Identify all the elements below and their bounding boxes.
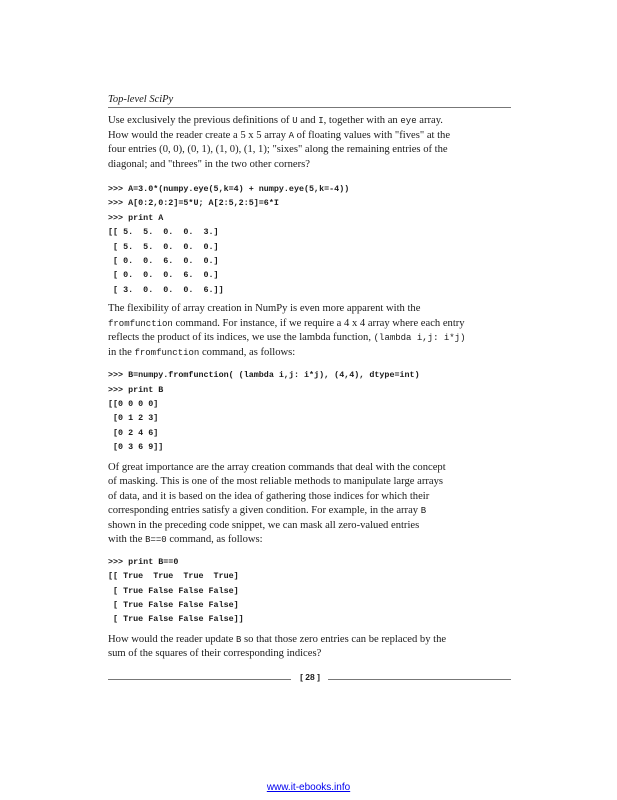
code-line: [ 3. 0. 0. 0. 6.]] (108, 284, 224, 295)
code-line: [ True False False False]] (108, 614, 244, 625)
text-run: and (297, 115, 319, 126)
text-run: in the (108, 346, 132, 358)
code-line: [[ 5. 5. 0. 0. 3.] (108, 227, 219, 238)
paragraph-masking (108, 461, 511, 548)
paragraph-exercise-b (108, 633, 511, 662)
text-run: How would the reader update (108, 633, 236, 645)
paragraph-fromfunction (108, 302, 511, 360)
text-run: The flexibility of array creation in NumPy is even more apparent with the (108, 303, 421, 315)
inline-code: fromfunction (134, 347, 200, 358)
text-run: command, as follows: (166, 534, 263, 546)
code-line: [ 0. 0. 6. 0. 0.] (108, 256, 219, 267)
text-run: array. How would the reader create a 5 x 5 array (108, 115, 443, 141)
page-footer (108, 672, 511, 686)
code-block-array-b (108, 368, 511, 454)
code-block-mask (108, 555, 511, 627)
code-line: [0 2 4 6] (108, 427, 159, 438)
text-run: , together with an (323, 115, 401, 126)
header-title: Top-level SciPy (108, 94, 174, 105)
inline-code: B (420, 506, 427, 517)
inline-code: I (318, 116, 324, 126)
inline-code: B==0 (145, 535, 167, 546)
running-header (108, 93, 511, 108)
code-line: [ True False False False] (108, 585, 239, 596)
inline-code: (lambda i,j: i*j) (373, 333, 466, 344)
code-line: [ True False False False] (108, 599, 239, 610)
watermark-link[interactable]: www.it-ebooks.info (266, 782, 351, 793)
code-line: [[ True True True True] (108, 571, 239, 582)
code-line: >>> print B==0 (108, 556, 179, 567)
text-run: so that those zero entries can be replaced by the sum of the squares of their corresponding indices? (108, 633, 447, 660)
inline-code: eye (400, 116, 417, 126)
text-run: command, as follows: (199, 346, 296, 358)
code-line: [ 0. 0. 0. 6. 0.] (108, 270, 219, 281)
text-run: Of great importance are the array creation commands that deal with the concept of masking. This is one of the most reliable methods to manipulate large arrays of data, and it is based on the idea of gathering those indices for which their corresponding entries satisfy a given condition. For example, in the array (108, 461, 446, 517)
code-line: [[0 0 0 0] (108, 399, 159, 410)
code-line: >>> A[0:2,0:2]=5*U; A[2:5,2:5]=6*I (108, 198, 279, 209)
footer-rule-left (108, 679, 291, 680)
code-line: >>> A=3.0*(numpy.eye(5,k=4) + numpy.eye(5,k=-4)) (108, 184, 350, 194)
code-line: >>> print B (108, 384, 164, 395)
code-block-array-a (108, 182, 511, 297)
paragraph-exercise-a (108, 114, 511, 172)
text-run: of floating values with "fives" at the four entries (0, 0), (0, 1), (1, 0), (1, 1); "sixes" along the remaining entries of the diagonal; and "threes" in the two other corners? (108, 129, 451, 170)
page-content (108, 114, 511, 662)
inline-code: U (292, 116, 298, 126)
code-line: [0 3 6 9]] (108, 442, 164, 453)
code-line: >>> B=numpy.fromfunction( (lambda i,j: i*j), (4,4), dtype=int) (108, 370, 420, 381)
code-line: >>> print A (108, 212, 164, 223)
text-run: command. For instance, if we require a 4 x 4 array where each entry reflects the product of its indices, we use the lambda function, (108, 317, 465, 344)
text-run: shown in the preceding code snippet, we can mask all zero-valued entries with the (108, 519, 420, 546)
inline-code: fromfunction (108, 318, 173, 329)
code-line: [0 1 2 3] (108, 413, 159, 424)
inline-code: A (288, 130, 295, 141)
text-run: Use exclusively the previous definitions of (108, 115, 293, 126)
page-number: [ 28 ] (300, 672, 320, 682)
footer-rule-right (328, 679, 511, 680)
inline-code: B (235, 634, 242, 645)
code-line: [ 5. 5. 0. 0. 0.] (108, 241, 219, 252)
